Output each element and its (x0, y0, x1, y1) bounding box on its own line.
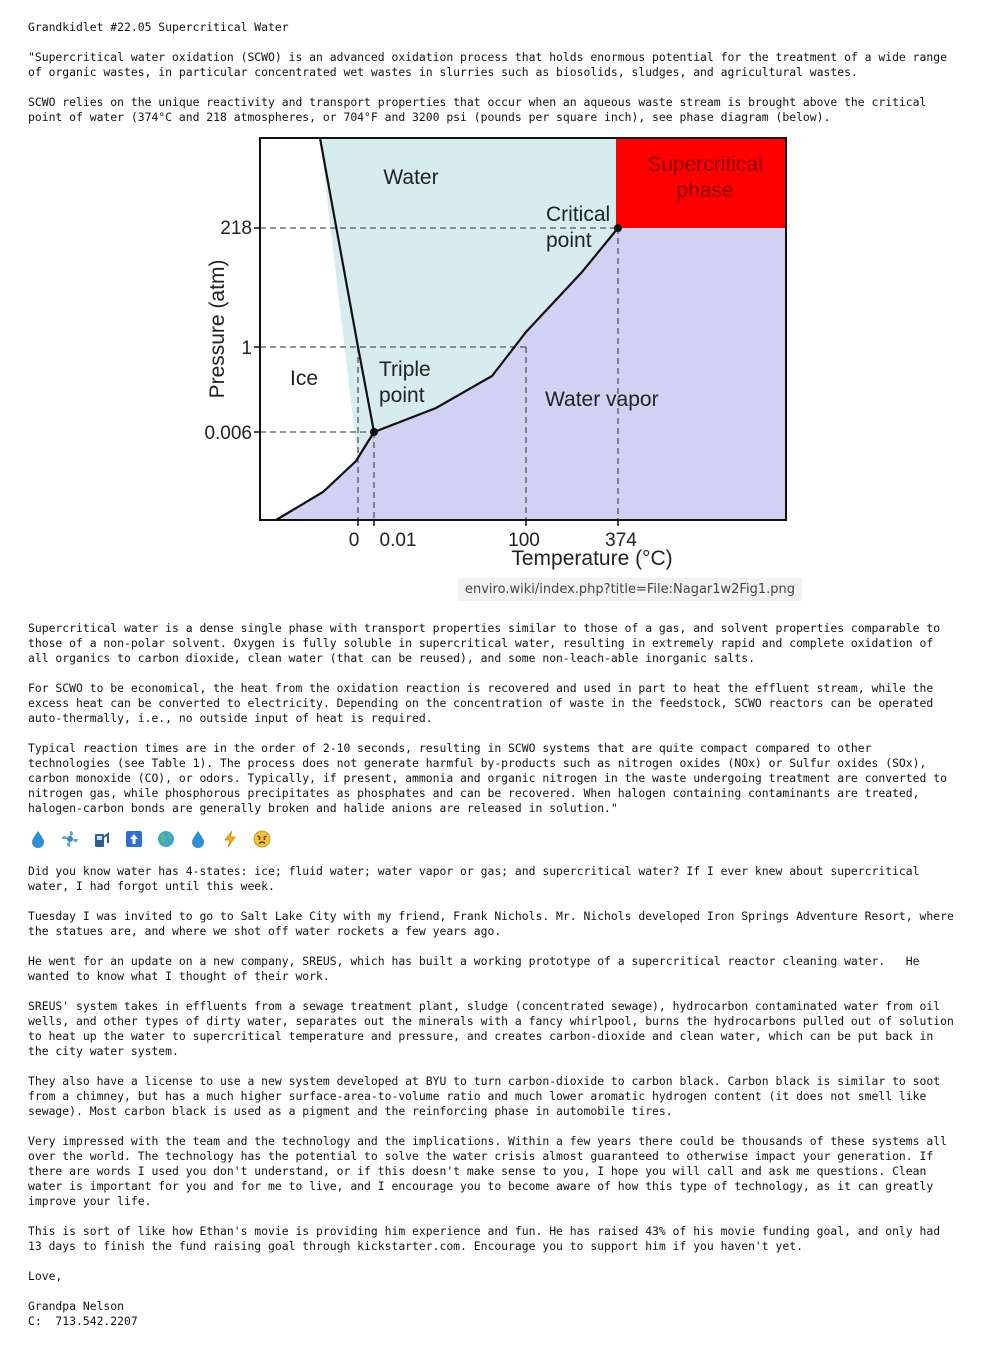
label-supercritical-2: phase (676, 179, 734, 202)
y-tick-218: 218 (220, 218, 252, 239)
letter-paragraph-7: This is sort of like how Ethan's movie is providing him experience and fun. He has raised 43% of his movie funding goal, and only had 13 days to finish the fund raising goal through kickstarter.com. Encourage you to support him if you haven't yet. (28, 1224, 947, 1253)
x-tick-374: 374 (605, 530, 637, 551)
phase-diagram (178, 136, 798, 576)
x-tick-001: 0.01 (379, 530, 417, 551)
email-title: Grandkidlet #22.05 Supercritical Water (28, 20, 289, 34)
body-paragraph-3: Typical reaction times are in the order of 2-10 seconds, resulting in SCWO systems that are quite compact compared to other technologies (see Table 1). The process does not generate harmful by-products such as nitrogen oxides (NOx) or Sulfur oxides (SOx), carbon monoxide (CO), or odors. Typically, if present, ammonia and organic nitrogen in the waste undergoing treatment are converted to nitrogen gas, while phosphorous precipitates as phosphates and can be recovered. When halogen containing contaminants are treated, halogen-carbon bonds are generally broken and halide anions are released in solution." (28, 741, 954, 815)
body-paragraph-1: Supercritical water is a dense single phase with transport properties similar to those of a gas, and solvent properties comparable to those of a non-polar solvent. Oxygen is fully soluble in supercritical water, resulting in extremely rapid and complete oxidation of all organics to carbon dioxide, clean water (that can be reused), and some non-leach-able inorganic salts. (28, 621, 947, 665)
closing: Love, (28, 1269, 63, 1283)
label-water: Water (383, 166, 439, 189)
label-triple-2: point (379, 384, 425, 407)
letter-paragraph-5: They also have a license to use a new system developed at BYU to turn carbon-dioxide to carbon black. Carbon black is similar to soot from a chimney, but has a much higher surface-area-to-volume ratio and much lower aromatic hydrogen content (it does not smell like sewage). Most carbon black is used as a pigment and the reinforcing phase in automobile tires. (28, 1074, 947, 1118)
letter-paragraph-4: SREUS' system takes in effluents from a sewage treatment plant, sludge (concentrated sewage), hydrocarbon contaminated water from oil wells, and other types of dirty water, separates out the minerals with a fancy whirlpool, burns the hydrocarbons pulled out of solution to heat up the water to supercritical temperature and pressure, and creates carbon-dioxide and clean water, which can be put back in the city water system. (28, 999, 961, 1058)
signature-name: Grandpa Nelson (28, 1299, 125, 1313)
y-tick-0006: 0.006 (204, 423, 252, 444)
letter-paragraph-6: Very impressed with the team and the technology and the implications. Within a few years there could be thousands of these systems all over the world. The technology has the potential to solve the water crisis almost guaranteed to otherwise impact your generation. If there are words I used you don't understand, or if this doesn't make sense to you, I hope you will call and ask me questions. Clean water is important for you and for me to live, and I encourage you to become aware of how this type of technology, as it can greatly improve your life. (28, 1134, 954, 1208)
x-tick-100: 100 (508, 530, 540, 551)
triple-point-marker (370, 428, 378, 436)
label-water-vapor: Water vapor (545, 388, 659, 411)
critical-point-marker (614, 224, 622, 232)
label-supercritical-1: Supercritical (647, 153, 763, 176)
droplet-icon (188, 829, 208, 849)
label-critical-2: point (546, 229, 592, 252)
up-arrow-icon (124, 829, 144, 849)
intro-paragraph-1: "Supercritical water oxidation (SCWO) is an advanced oxidation process that holds enormous potential for the treatment of a wide range of organic wastes, in particular concentrated wet wastes in slurries such as biosolids, sludges, and agricultural wastes. (28, 50, 954, 79)
angry-face-icon (252, 829, 272, 849)
label-critical-1: Critical (546, 203, 611, 226)
fan-icon (60, 829, 80, 849)
label-ice: Ice (289, 367, 319, 390)
x-axis-label: Temperature (°C) (511, 547, 673, 570)
label-triple-1: Triple (379, 358, 431, 381)
globe-icon (156, 829, 176, 849)
lightning-icon (220, 829, 240, 849)
body-paragraph-2: For SCWO to be economical, the heat from the oxidation reaction is recovered and used in part to heat the effluent stream, while the excess heat can be converted to electricity. Depending on the concentration of waste in the feedstock, SCWO reactors can be operated auto-thermally, i.e., no outside input of heat is required. (28, 681, 941, 725)
intro-paragraph-2: SCWO relies on the unique reactivity and transport properties that occur when an aqueous waste stream is brought above the critical point of water (374°C and 218 atmospheres, or 704°F and 3200 psi (pounds per square inch), see phase diagram (below). (28, 95, 934, 124)
droplet-icon (28, 829, 48, 849)
emoji-row (28, 827, 958, 851)
email-body (28, 20, 961, 1329)
phase-diagram-figure (28, 136, 958, 606)
y-tick-1: 1 (241, 338, 252, 359)
x-tick-0: 0 (348, 530, 360, 551)
signature-phone: C: 713.542.2207 (28, 1314, 138, 1328)
fuel-pump-icon (92, 829, 112, 849)
y-axis-label: Pressure (atm) (206, 259, 229, 399)
letter-paragraph-1: Did you know water has 4-states: ice; fluid water; water vapor or gas; and supercritical water? If I ever knew about supercritical water, I had forgot until this week. (28, 864, 927, 893)
letter-paragraph-2: Tuesday I was invited to go to Salt Lake City with my friend, Frank Nichols. Mr. Nichols developed Iron Springs Adventure Resort, where the statues are, and where we shot off water rockets a few years ago. (28, 909, 961, 938)
letter-paragraph-3: He went for an update on a new company, SREUS, which has built a working prototype of a supercritical reactor cleaning water. He wanted to know what I thought of their work. (28, 954, 927, 983)
image-source-link[interactable]: enviro.wiki/index.php?title=File:Nagar1w2Fig1.png (458, 578, 802, 601)
